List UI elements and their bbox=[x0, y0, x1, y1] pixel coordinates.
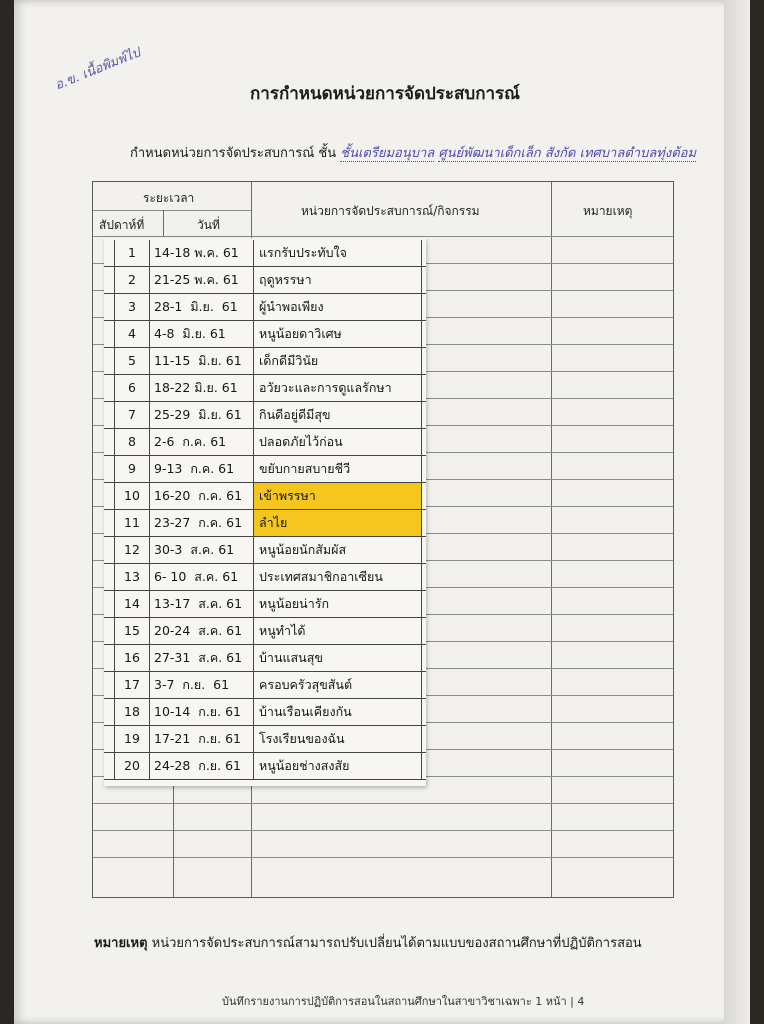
unit-cell: แรกรับประทับใจ bbox=[254, 240, 422, 266]
unit-cell: อวัยวะและการดูแลรักษา bbox=[254, 375, 422, 401]
date-cell: 13-17 ส.ค. 61 bbox=[150, 591, 254, 617]
week-cell: 16 bbox=[114, 645, 150, 671]
table-row bbox=[104, 402, 426, 429]
week-cell: 17 bbox=[114, 672, 150, 698]
table-row bbox=[104, 348, 426, 375]
week-cell: 3 bbox=[114, 294, 150, 320]
unit-cell: ลำไย bbox=[254, 510, 422, 536]
footnote-text: หน่วยการจัดประสบการณ์สามารถปรับเปลี่ยนได้ตามแบบของสถานศึกษาที่ปฏิบัติการสอน bbox=[151, 936, 642, 951]
date-cell: 2-6 ก.ค. 61 bbox=[150, 429, 254, 455]
table-row bbox=[104, 564, 426, 591]
week-cell: 19 bbox=[114, 726, 150, 752]
week-cell: 18 bbox=[114, 699, 150, 725]
unit-cell: โรงเรียนของฉัน bbox=[254, 726, 422, 752]
unit-cell: บ้านเรือนเคียงกัน bbox=[254, 699, 422, 725]
table-row bbox=[104, 375, 426, 402]
week-cell: 5 bbox=[114, 348, 150, 374]
grid-line bbox=[93, 236, 673, 237]
week-cell: 9 bbox=[114, 456, 150, 482]
week-cell: 8 bbox=[114, 429, 150, 455]
header-note: หมายเหตุ bbox=[583, 204, 633, 218]
subtitle-label: กำหนดหน่วยการจัดประสบการณ์ ชั้น bbox=[130, 146, 337, 161]
week-cell: 20 bbox=[114, 753, 150, 779]
table-row bbox=[104, 645, 426, 672]
subtitle-line bbox=[130, 142, 750, 163]
week-cell: 15 bbox=[114, 618, 150, 644]
date-cell: 11-15 มิ.ย. 61 bbox=[150, 348, 254, 374]
date-cell: 14-18 พ.ค. 61 bbox=[150, 240, 254, 266]
header-week: สัปดาห์ที่ bbox=[99, 218, 145, 232]
date-cell: 27-31 ส.ค. 61 bbox=[150, 645, 254, 671]
week-cell: 7 bbox=[114, 402, 150, 428]
footnote-label: หมายเหตุ bbox=[94, 936, 148, 951]
table-row bbox=[104, 240, 426, 267]
header-period: ระยะเวลา bbox=[143, 191, 195, 205]
unit-cell: หนูน้อยดาวิเศษ bbox=[254, 321, 422, 347]
date-cell: 9-13 ก.ค. 61 bbox=[150, 456, 254, 482]
page-title: การกำหนดหน่วยการจัดประสบการณ์ bbox=[250, 84, 520, 104]
header-date: วันที่ bbox=[197, 218, 220, 232]
table-row bbox=[104, 456, 426, 483]
unit-cell: เด็กดีมีวินัย bbox=[254, 348, 422, 374]
grid-line bbox=[173, 776, 174, 897]
table-row bbox=[104, 483, 426, 510]
table-row bbox=[104, 618, 426, 645]
pasted-schedule-strip bbox=[104, 238, 426, 786]
unit-cell: หนูน้อยนักสัมผัส bbox=[254, 537, 422, 563]
date-cell: 10-14 ก.ย. 61 bbox=[150, 699, 254, 725]
week-cell: 14 bbox=[114, 591, 150, 617]
date-cell: 28-1 มิ.ย. 61 bbox=[150, 294, 254, 320]
unit-cell: ผู้นำพอเพียง bbox=[254, 294, 422, 320]
header-unit: หน่วยการจัดประสบการณ์/กิจกรรม bbox=[301, 204, 480, 218]
handwritten-center: ศูนย์พัฒนาเด็กเล็ก สังกัด เทศบาลตำบลทุ่งต้อม bbox=[438, 146, 697, 161]
unit-cell: เข้าพรรษา bbox=[254, 483, 422, 509]
week-cell: 11 bbox=[114, 510, 150, 536]
date-cell: 17-21 ก.ย. 61 bbox=[150, 726, 254, 752]
table-row bbox=[104, 537, 426, 564]
unit-cell: กินดีอยู่ดีมีสุข bbox=[254, 402, 422, 428]
date-cell: 3-7 ก.ย. 61 bbox=[150, 672, 254, 698]
week-cell: 1 bbox=[114, 240, 150, 266]
date-cell: 16-20 ก.ค. 61 bbox=[150, 483, 254, 509]
date-cell: 4-8 มิ.ย. 61 bbox=[150, 321, 254, 347]
week-cell: 10 bbox=[114, 483, 150, 509]
table-row bbox=[104, 726, 426, 753]
handwritten-corner-note: อ.ข. เนื้อพิมพ์ไป bbox=[52, 45, 143, 94]
table-row bbox=[104, 267, 426, 294]
date-cell: 24-28 ก.ย. 61 bbox=[150, 753, 254, 779]
table-row bbox=[104, 321, 426, 348]
table-row bbox=[104, 753, 426, 780]
table-row bbox=[104, 672, 426, 699]
date-cell: 6- 10 ส.ค. 61 bbox=[150, 564, 254, 590]
week-cell: 6 bbox=[114, 375, 150, 401]
grid-line bbox=[93, 210, 251, 211]
date-cell: 30-3 ส.ค. 61 bbox=[150, 537, 254, 563]
date-cell: 18-22 มิ.ย. 61 bbox=[150, 375, 254, 401]
date-cell: 21-25 พ.ค. 61 bbox=[150, 267, 254, 293]
table-row bbox=[104, 429, 426, 456]
unit-cell: บ้านแสนสุข bbox=[254, 645, 422, 671]
table-row bbox=[104, 510, 426, 537]
week-cell: 12 bbox=[114, 537, 150, 563]
page-footer: บันทึกรายงานการปฏิบัติการสอนในสถานศึกษาในสาขาวิชาเฉพาะ 1 หน้า | 4 bbox=[222, 995, 585, 1008]
unit-cell: ขยับกายสบายชีวี bbox=[254, 456, 422, 482]
table-row bbox=[104, 699, 426, 726]
table-row bbox=[104, 591, 426, 618]
unit-cell: หนูน้อยช่างสงสัย bbox=[254, 753, 422, 779]
unit-cell: หนูทำได้ bbox=[254, 618, 422, 644]
unit-cell: ปลอดภัยไว้ก่อน bbox=[254, 429, 422, 455]
unit-cell: หนูน้อยน่ารัก bbox=[254, 591, 422, 617]
date-cell: 20-24 ส.ค. 61 bbox=[150, 618, 254, 644]
date-cell: 25-29 มิ.ย. 61 bbox=[150, 402, 254, 428]
unit-cell: ครอบครัวสุขสันต์ bbox=[254, 672, 422, 698]
grid-line bbox=[163, 210, 164, 236]
table-row bbox=[104, 294, 426, 321]
week-cell: 13 bbox=[114, 564, 150, 590]
week-cell: 4 bbox=[114, 321, 150, 347]
unit-cell: ฤดูหรรษา bbox=[254, 267, 422, 293]
unit-cell: ประเทศสมาชิกอาเซียน bbox=[254, 564, 422, 590]
week-cell: 2 bbox=[114, 267, 150, 293]
date-cell: 23-27 ก.ค. 61 bbox=[150, 510, 254, 536]
handwritten-level: ชั้นเตรียมอนุบาล bbox=[340, 146, 435, 161]
footnote bbox=[94, 932, 642, 953]
